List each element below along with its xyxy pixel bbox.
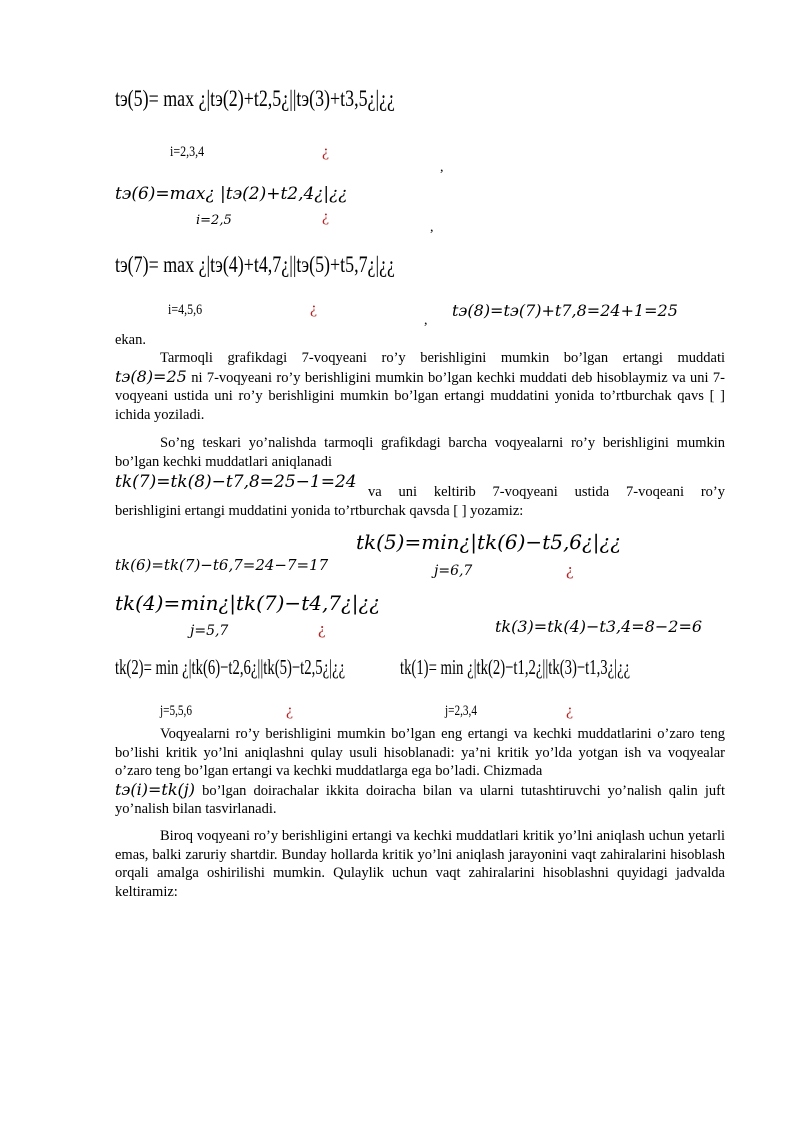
paragraph-2: So’ng teskari yo’nalishda tarmoqli grafikdagi barcha voqyealarni ro’y berishligini mumkin bo’lgan kechki muddatlari aniqlanadi bbox=[115, 435, 725, 470]
paragraph-1-line-1: Tarmoqli grafikdagi 7-voqyeani ro’y berishligini mumkin bo’lgan ertangi muddati bbox=[160, 350, 725, 366]
formula-t8: tэ(8)=tэ(7)+t7,8=24+1=25 bbox=[452, 301, 678, 320]
text-ekan: ekan. bbox=[115, 332, 146, 348]
formula-tk1-condition: j=2,3,4 bbox=[445, 703, 477, 719]
paragraph-4-rest: bo’lgan doirachalar ikkita doiracha bilan va ularni tutashtiruvchi yo’nalish qalin juft yo’nalish bilan tasvirlanadi. bbox=[115, 782, 726, 817]
formula-t7: tэ(7)= max ¿|tэ(4)+t4,7¿||tэ(5)+t5,7¿|¿¿ bbox=[115, 252, 396, 277]
formula-tk3: tk(3)=tk(4)−t3,4=8−2=6 bbox=[495, 617, 703, 636]
formula-tk5: tk(5)=min¿|tk(6)−t5,6¿|¿¿ bbox=[356, 530, 621, 554]
paragraph-5: Biroq voqyeani ro’y berishligini ertangi va kechki muddatlari kritik yo’lni aniqlash uchun yetarli emas, balki zaruriy shartdir. Bunday hollarda kritik yo’lni aniqlash jarayonini vaqt zahiralarini hisoblash orqali amalga oshirilishi mumkin. Qulaylik uchun vaqt zahiralarini hisoblashni quyidagi jadvalda keltiramiz: bbox=[115, 828, 725, 900]
formula-tk4-condition: j=5,7 bbox=[190, 623, 229, 639]
formula-tk4: tk(4)=min¿|tk(7)−t4,7¿|¿¿ bbox=[115, 591, 380, 615]
formula-tk1-tail: ¿ bbox=[566, 702, 574, 719]
formula-t6-comma: , bbox=[430, 220, 434, 235]
formula-tk1: tk(1)= min ¿|tk(2)−t1,2¿||tk(3)−t1,3¿|¿¿ bbox=[400, 655, 631, 679]
formula-t6-condition: i=2,5 bbox=[196, 213, 232, 228]
formula-tk6: tk(6)=tk(7)−t6,7=24−7=17 bbox=[115, 556, 329, 574]
paragraph-1-body bbox=[115, 368, 725, 425]
formula-tk2-tail: ¿ bbox=[286, 702, 294, 719]
formula-t7-condition: i=4,5,6 bbox=[168, 302, 203, 318]
paragraph-1 bbox=[115, 349, 725, 424]
formula-t5: tэ(5)= max ¿|tэ(2)+t2,5¿||tэ(3)+t3,5¿|¿¿ bbox=[115, 86, 396, 111]
formula-tk7: tk(7)=tk(8)−t7,8=25−1=24 bbox=[115, 472, 357, 492]
paragraph-3-after: va uni keltirib 7-voqyeani ustida 7-voqeani ro’y bbox=[368, 484, 725, 500]
formula-t5-comma: , bbox=[440, 160, 444, 175]
paragraph-4-body bbox=[115, 781, 725, 819]
paragraph-4 bbox=[115, 725, 725, 819]
paragraph-1-rest: ni 7-voqyeani ro’y berishligini mumkin bo’lgan kechki muddati deb hisoblaymiz va uni 7-voqyeani ustida uni ro’y berishligini mumkin bo’lgan ertangi muddatini yonida to’rtburchak qavs [ ] ichida yoziladi. bbox=[115, 369, 726, 423]
formula-tk2-condition: j=5,5,6 bbox=[160, 703, 192, 719]
paragraph-4-formula: tэ(i)=tk(j) bbox=[115, 779, 195, 799]
formula-tk2: tk(2)= min ¿|tk(6)−t2,6¿||tk(5)−t2,5¿|¿¿ bbox=[115, 655, 346, 679]
formula-t6-tail: ¿ bbox=[322, 208, 330, 225]
formula-t7-comma: , bbox=[424, 313, 428, 328]
formula-t7-tail: ¿ bbox=[310, 300, 318, 317]
formula-tk5-tail: ¿ bbox=[566, 560, 574, 579]
formula-t5-condition: i=2,3,4 bbox=[170, 144, 205, 160]
formula-t5-tail: ¿ bbox=[322, 143, 330, 160]
paragraph-3-line-2: berishligini ertangi muddatini yonida to’rtburchak qavsda [ ] yozamiz: bbox=[115, 503, 524, 519]
formula-tk5-condition: j=6,7 bbox=[434, 563, 473, 579]
formula-tk4-tail: ¿ bbox=[318, 619, 326, 638]
formula-t6: tэ(6)=max¿ |tэ(2)+t2,4¿|¿¿ bbox=[115, 184, 348, 204]
paragraph-1-formula: tэ(8)=25 bbox=[115, 366, 187, 386]
paragraph-4-start: Voqyealarni ro’y berishligini mumkin bo’lgan eng ertangi va kechki muddatlarini o’zaro teng bo’lishi kritik yo’lni aniqlashni qulay usuli hisoblanadi: ya’ni kritik yo’lda yotgan ish va voqyealar o’zaro teng bo’lgan ertangi va kechki muddatlarga ega bo’ladi. Chizmada bbox=[115, 726, 725, 779]
